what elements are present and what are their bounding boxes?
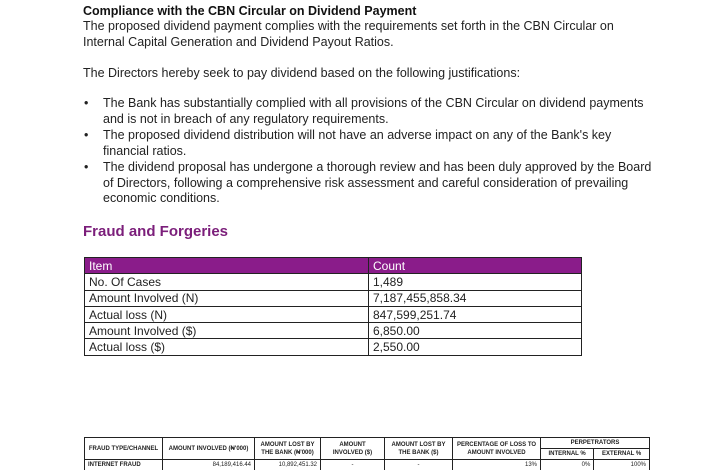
table-cell: Actual loss (N)	[85, 306, 369, 322]
table-header-row	[85, 438, 650, 449]
table-cell: INTERNET FRAUD	[85, 460, 163, 470]
bullet-icon: •	[84, 160, 89, 174]
column-header-internal: INTERNAL %	[541, 449, 594, 460]
column-header-count: Count	[369, 258, 582, 274]
column-header-perpetrators: PERPETRATORS	[541, 438, 650, 449]
column-header-amount-involved-usd: AMOUNT INVOLVED ($)	[321, 438, 385, 460]
table-cell: 13%	[453, 460, 541, 470]
fraud-summary-table	[84, 257, 582, 356]
table-cell: 0%	[541, 460, 594, 470]
table-cell: 100%	[594, 460, 650, 470]
table-cell: No. Of Cases	[85, 274, 369, 290]
list-item	[83, 128, 658, 159]
table-row	[85, 290, 582, 306]
table-header-row	[85, 258, 582, 274]
justification-intro: The Directors hereby seek to pay dividend based on the following justifications:	[83, 66, 521, 80]
list-item-text: The Bank has substantially complied with all provisions of the CBN Circular on dividend payments and is not in breach of any regulatory requirements.	[103, 96, 644, 126]
table-cell: 10,892,451.32	[255, 460, 321, 470]
column-header-amount-lost: AMOUNT LOST BY THE BANK (₦'000)	[255, 438, 321, 460]
column-header-type: FRAUD TYPE/CHANNEL	[85, 438, 163, 460]
table-row	[85, 460, 650, 470]
bullet-icon: •	[84, 96, 89, 110]
list-item	[83, 96, 658, 127]
table-cell: 847,599,251.74	[369, 306, 582, 322]
table-cell: 2,550.00	[369, 339, 582, 355]
list-item-text: The dividend proposal has undergone a thorough review and has been duly approved by the Board of Directors, following a comprehensive risk assessment and careful consideration of prevailing economic conditions.	[103, 160, 652, 205]
justification-list	[83, 96, 658, 208]
table-cell: Actual loss ($)	[85, 339, 369, 355]
table-row	[85, 323, 582, 339]
fraud-channel-table	[84, 437, 650, 470]
table-cell: Amount Involved ($)	[85, 323, 369, 339]
section-title-fraud: Fraud and Forgeries	[83, 223, 229, 240]
column-header-external: EXTERNAL %	[594, 449, 650, 460]
bullet-icon: •	[84, 128, 89, 142]
table-cell: -	[385, 460, 453, 470]
list-item-text: The proposed dividend distribution will not have an adverse impact on any of the Bank's key financial ratios.	[103, 128, 612, 158]
compliance-heading: Compliance with the CBN Circular on Dividend Payment	[83, 4, 417, 18]
column-header-percentage: PERCENTAGE OF LOSS TO AMOUNT INVOLVED	[453, 438, 541, 460]
column-header-amount-lost-usd: AMOUNT LOST BY THE BANK ($)	[385, 438, 453, 460]
table-cell: 1,489	[369, 274, 582, 290]
table-cell: 84,189,416.44	[163, 460, 255, 470]
table-cell: -	[321, 460, 385, 470]
column-header-amount-involved: AMOUNT INVOLVED (₦'000)	[163, 438, 255, 460]
table-row	[85, 274, 582, 290]
table-cell: 7,187,455,858.34	[369, 290, 582, 306]
list-item	[83, 160, 658, 207]
table-cell: 6,850.00	[369, 323, 582, 339]
table-row	[85, 306, 582, 322]
table-row	[85, 339, 582, 355]
table-cell: Amount Involved (N)	[85, 290, 369, 306]
column-header-item: Item	[85, 258, 369, 274]
compliance-paragraph: The proposed dividend payment complies with the requirements set forth in the CBN Circular on Internal Capital Generation and Dividend Payout Ratios.	[83, 19, 614, 49]
